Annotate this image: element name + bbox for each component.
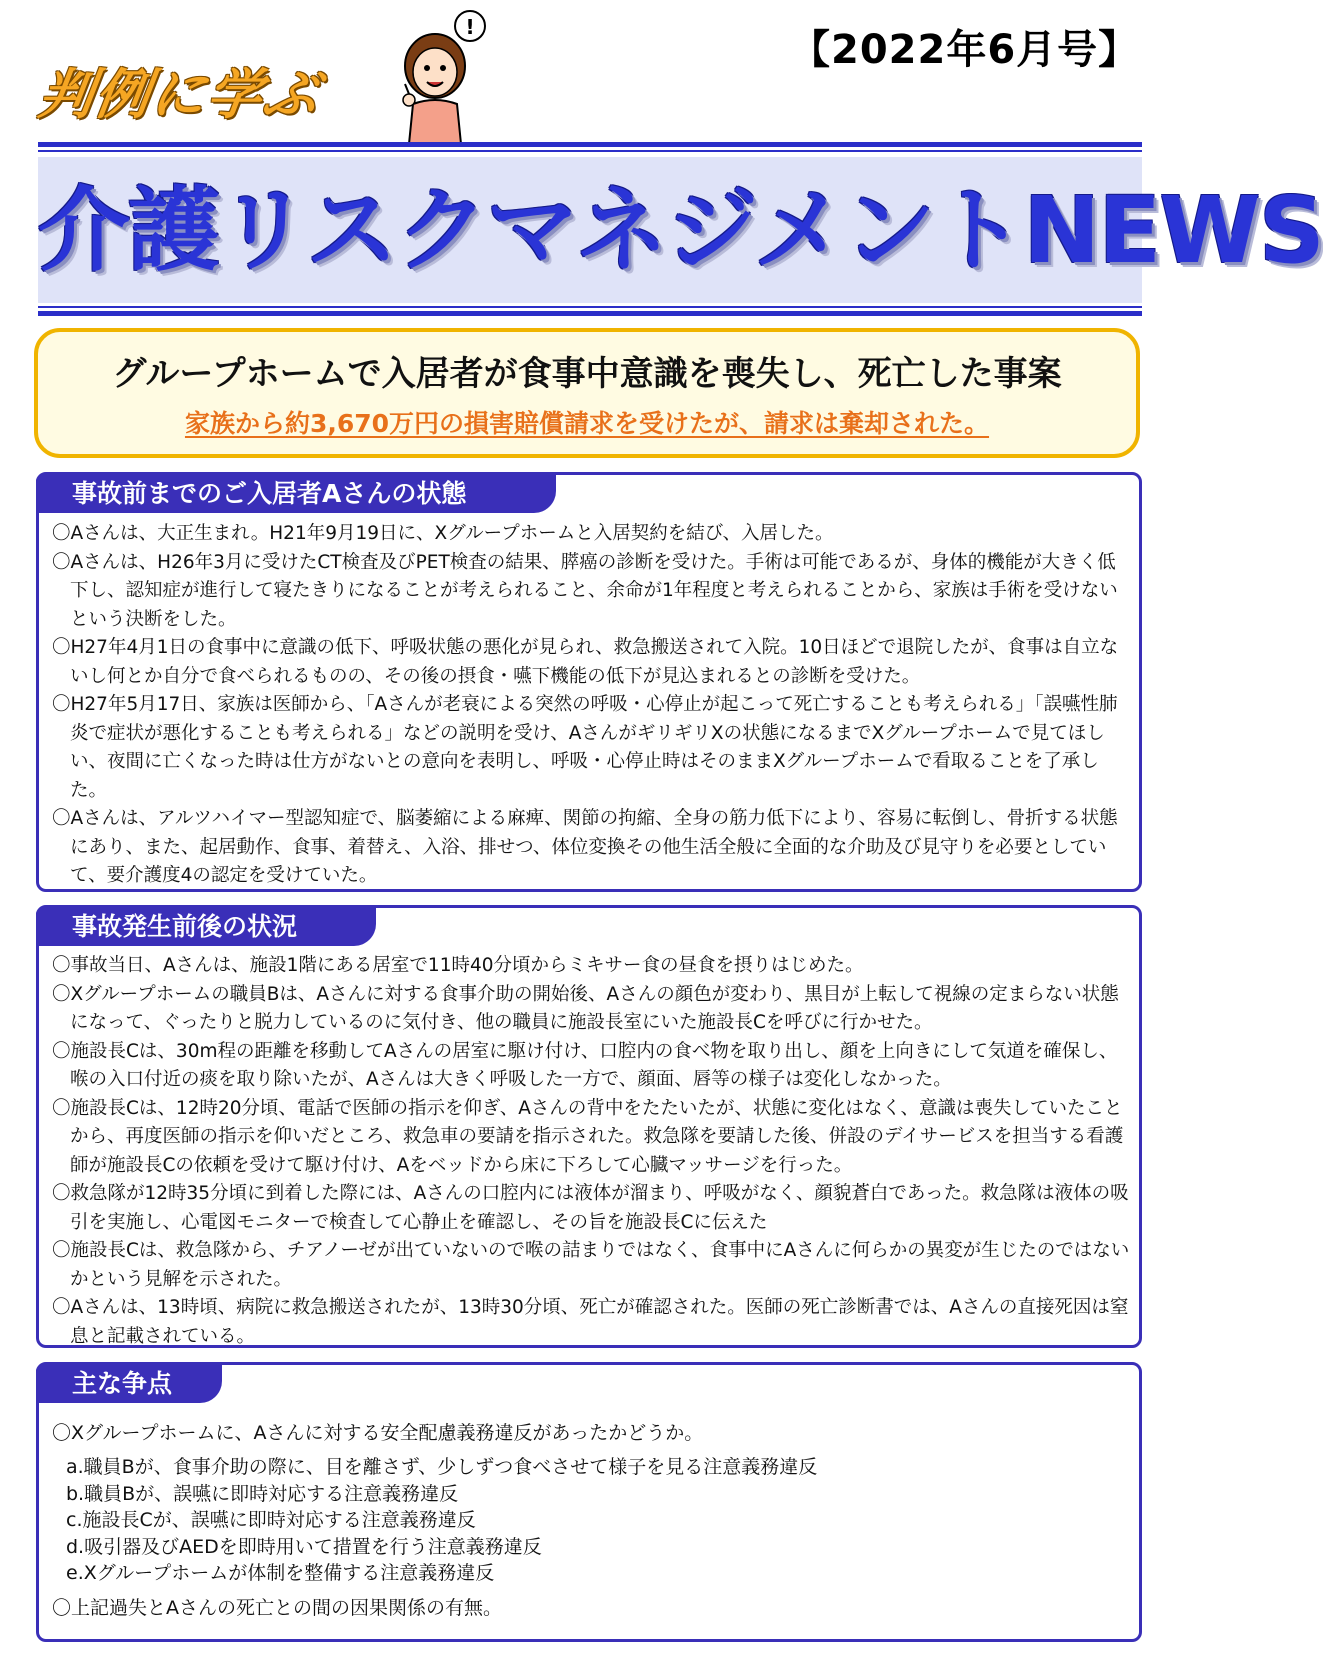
issues-closing: 〇上記過失とAさんの死亡との間の因果関係の有無。 <box>52 1596 502 1619</box>
paragraph: 〇施設長Cは、30m程の距離を移動してAさんの居室に駆け付け、口腔内の食べ物を取り出し、顔を上向きにして気道を確保し、喉の入口付近の痰を取り除いたが、Aさんは大きく呼吸した一方で、顔面、唇等の様子は変化しなかった。 <box>52 1040 1118 1090</box>
top-rule-thick <box>38 142 1142 147</box>
section-body-accident-circumstances <box>52 952 1132 1351</box>
issue-item: c.施設長Cが、誤嚥に即時対応する注意義務違反 <box>66 1509 476 1531</box>
section-heading-before-accident: 事故前までのご入居者Aさんの状態 <box>36 475 556 513</box>
bottom-rule-thick <box>38 311 1142 316</box>
paragraph: 〇事故当日、Aさんは、施設1階にある居室で11時40分頃からミキサー食の昼食を摂りはじめた。 <box>52 955 864 976</box>
section-body-before-accident <box>52 520 1132 891</box>
paragraph: 〇H27年5月17日、家族は医師から、「Aさんが老衰による突然の呼吸・心停止が起こって死亡することも考えられる」「誤嚥性肺炎で症状が悪化することも考えられる」などの説明を受け、AさんがギリギリXの状態になるまでXグループホームで見てほしい、夜間に亡くなった時は仕方がないとの意向を表明し、呼吸・心停止時はそのままXグループホームで看取ることを了承した。 <box>52 694 1118 801</box>
mascot-illustration <box>395 4 505 144</box>
paragraph: 〇施設長Cは、12時20分頃、電話で医師の指示を仰ぎ、Aさんの背中をたたいたが、状態に変化はなく、意識は喪失していたことから、再度医師の指示を仰いだところ、救急車の要請を指示された。救急隊を要請した後、併設のデイサービスを担当する看護師が施設長Cの依頼を受けて駆け付け、Aをベッドから床に下ろして心臓マッサージを行った。 <box>52 1097 1124 1176</box>
paragraph: 〇Aさんは、13時頃、病院に救急搬送されたが、13時30分頃、死亡が確認された。医師の死亡診断書では、Aさんの直接死因は窒息と記載されている。 <box>52 1297 1129 1347</box>
headline-subtitle-text: 家族から約3,670万円の損害賠償請求を受けたが、請求は棄却された。 <box>184 409 990 438</box>
paragraph: 〇Aさんは、アルツハイマー型認知症で、脳萎縮による麻痺、関節の拘縮、全身の筋力低下により、容易に転倒し、骨折する状態にあり、また、起居動作、食事、着替え、入浴、排せつ、体位変換その他生活全般に全面的な介助及び見守りを必要としていて、要介護度4の認定を受けていた。 <box>52 808 1118 886</box>
section-heading-main-issues: 主な争点 <box>36 1365 222 1403</box>
issues-list <box>66 1454 1132 1587</box>
paragraph: 〇救急隊が12時35分頃に到着した際には、Aさんの口腔内には液体が溜まり、呼吸がなく、顔貌蒼白であった。救急隊は液体の吸引を実施し、心電図モニターで検査して心静止を確認し、その旨を施設長Cに伝えた <box>52 1183 1129 1233</box>
paragraph: 〇H27年4月1日の食事中に意識の低下、呼吸状態の悪化が見られ、救急搬送されて入院。10日ほどで退院したが、食事は自立ないし何とか自分で食べられるものの、その後の摂食・嚥下機能の低下が見込まれるとの診断を受けた。 <box>52 637 1119 687</box>
paragraph: 〇Xグループホームの職員Bは、Aさんに対する食事介助の開始後、Aさんの顔色が変わり、黒目が上転して視線の定まらない状態になって、ぐったりと脱力しているのに気付き、他の職員に施設長室にいた施設長Cを呼びに行かせた。 <box>52 983 1119 1033</box>
issues-lead: 〇Xグループホームに、Aさんに対する安全配慮義務違反があったかどうか。 <box>52 1422 704 1444</box>
bottom-rule-thin <box>38 306 1142 308</box>
newsletter-title: 介護リスクマネジメントNEWS <box>38 177 1323 284</box>
issue-label: 【2022年6月号】 <box>790 27 1140 73</box>
issue-item: a.職員Bが、食事介助の際に、目を離さず、少しずつ食べさせて様子を見る注意義務違反 <box>66 1456 818 1478</box>
paragraph: 〇施設長Cは、救急隊から、チアノーゼが出ていないので喉の詰まりではなく、食事中にAさんに何らかの異変が生じたのではないかという見解を示された。 <box>52 1240 1130 1290</box>
issue-item: d.吸引器及びAEDを即時用いて措置を行う注意義務違反 <box>66 1535 542 1558</box>
series-title: 判例に学ぶ <box>35 63 324 126</box>
paragraph: 〇Aさんは、大正生まれ。H21年9月19日に、Xグループホームと入居契約を結び、入居した。 <box>52 523 834 544</box>
headline-subtitle <box>34 404 1140 440</box>
section-heading-accident-circumstances: 事故発生前後の状況 <box>36 908 376 946</box>
issue-item: b.職員Bが、誤嚥に即時対応する注意義務違反 <box>66 1482 459 1505</box>
issue-item: e.Xグループホームが体制を整備する注意義務違反 <box>66 1562 495 1584</box>
svg-text:!: ! <box>465 15 475 39</box>
section-body-main-issues <box>52 1418 1132 1623</box>
headline-title: グループホームで入居者が食事中意識を喪失し、死亡した事案 <box>112 354 1062 394</box>
paragraph: 〇Aさんは、H26年3月に受けたCT検査及びPET検査の結果、膵癌の診断を受けた。手術は可能であるが、身体的機能が大きく低下し、認知症が進行して寝たきりになることが考えられること、余命が1年程度と考えられることから、家族は手術を受けないという決断をした。 <box>52 551 1118 630</box>
top-rule-thin <box>38 150 1142 152</box>
